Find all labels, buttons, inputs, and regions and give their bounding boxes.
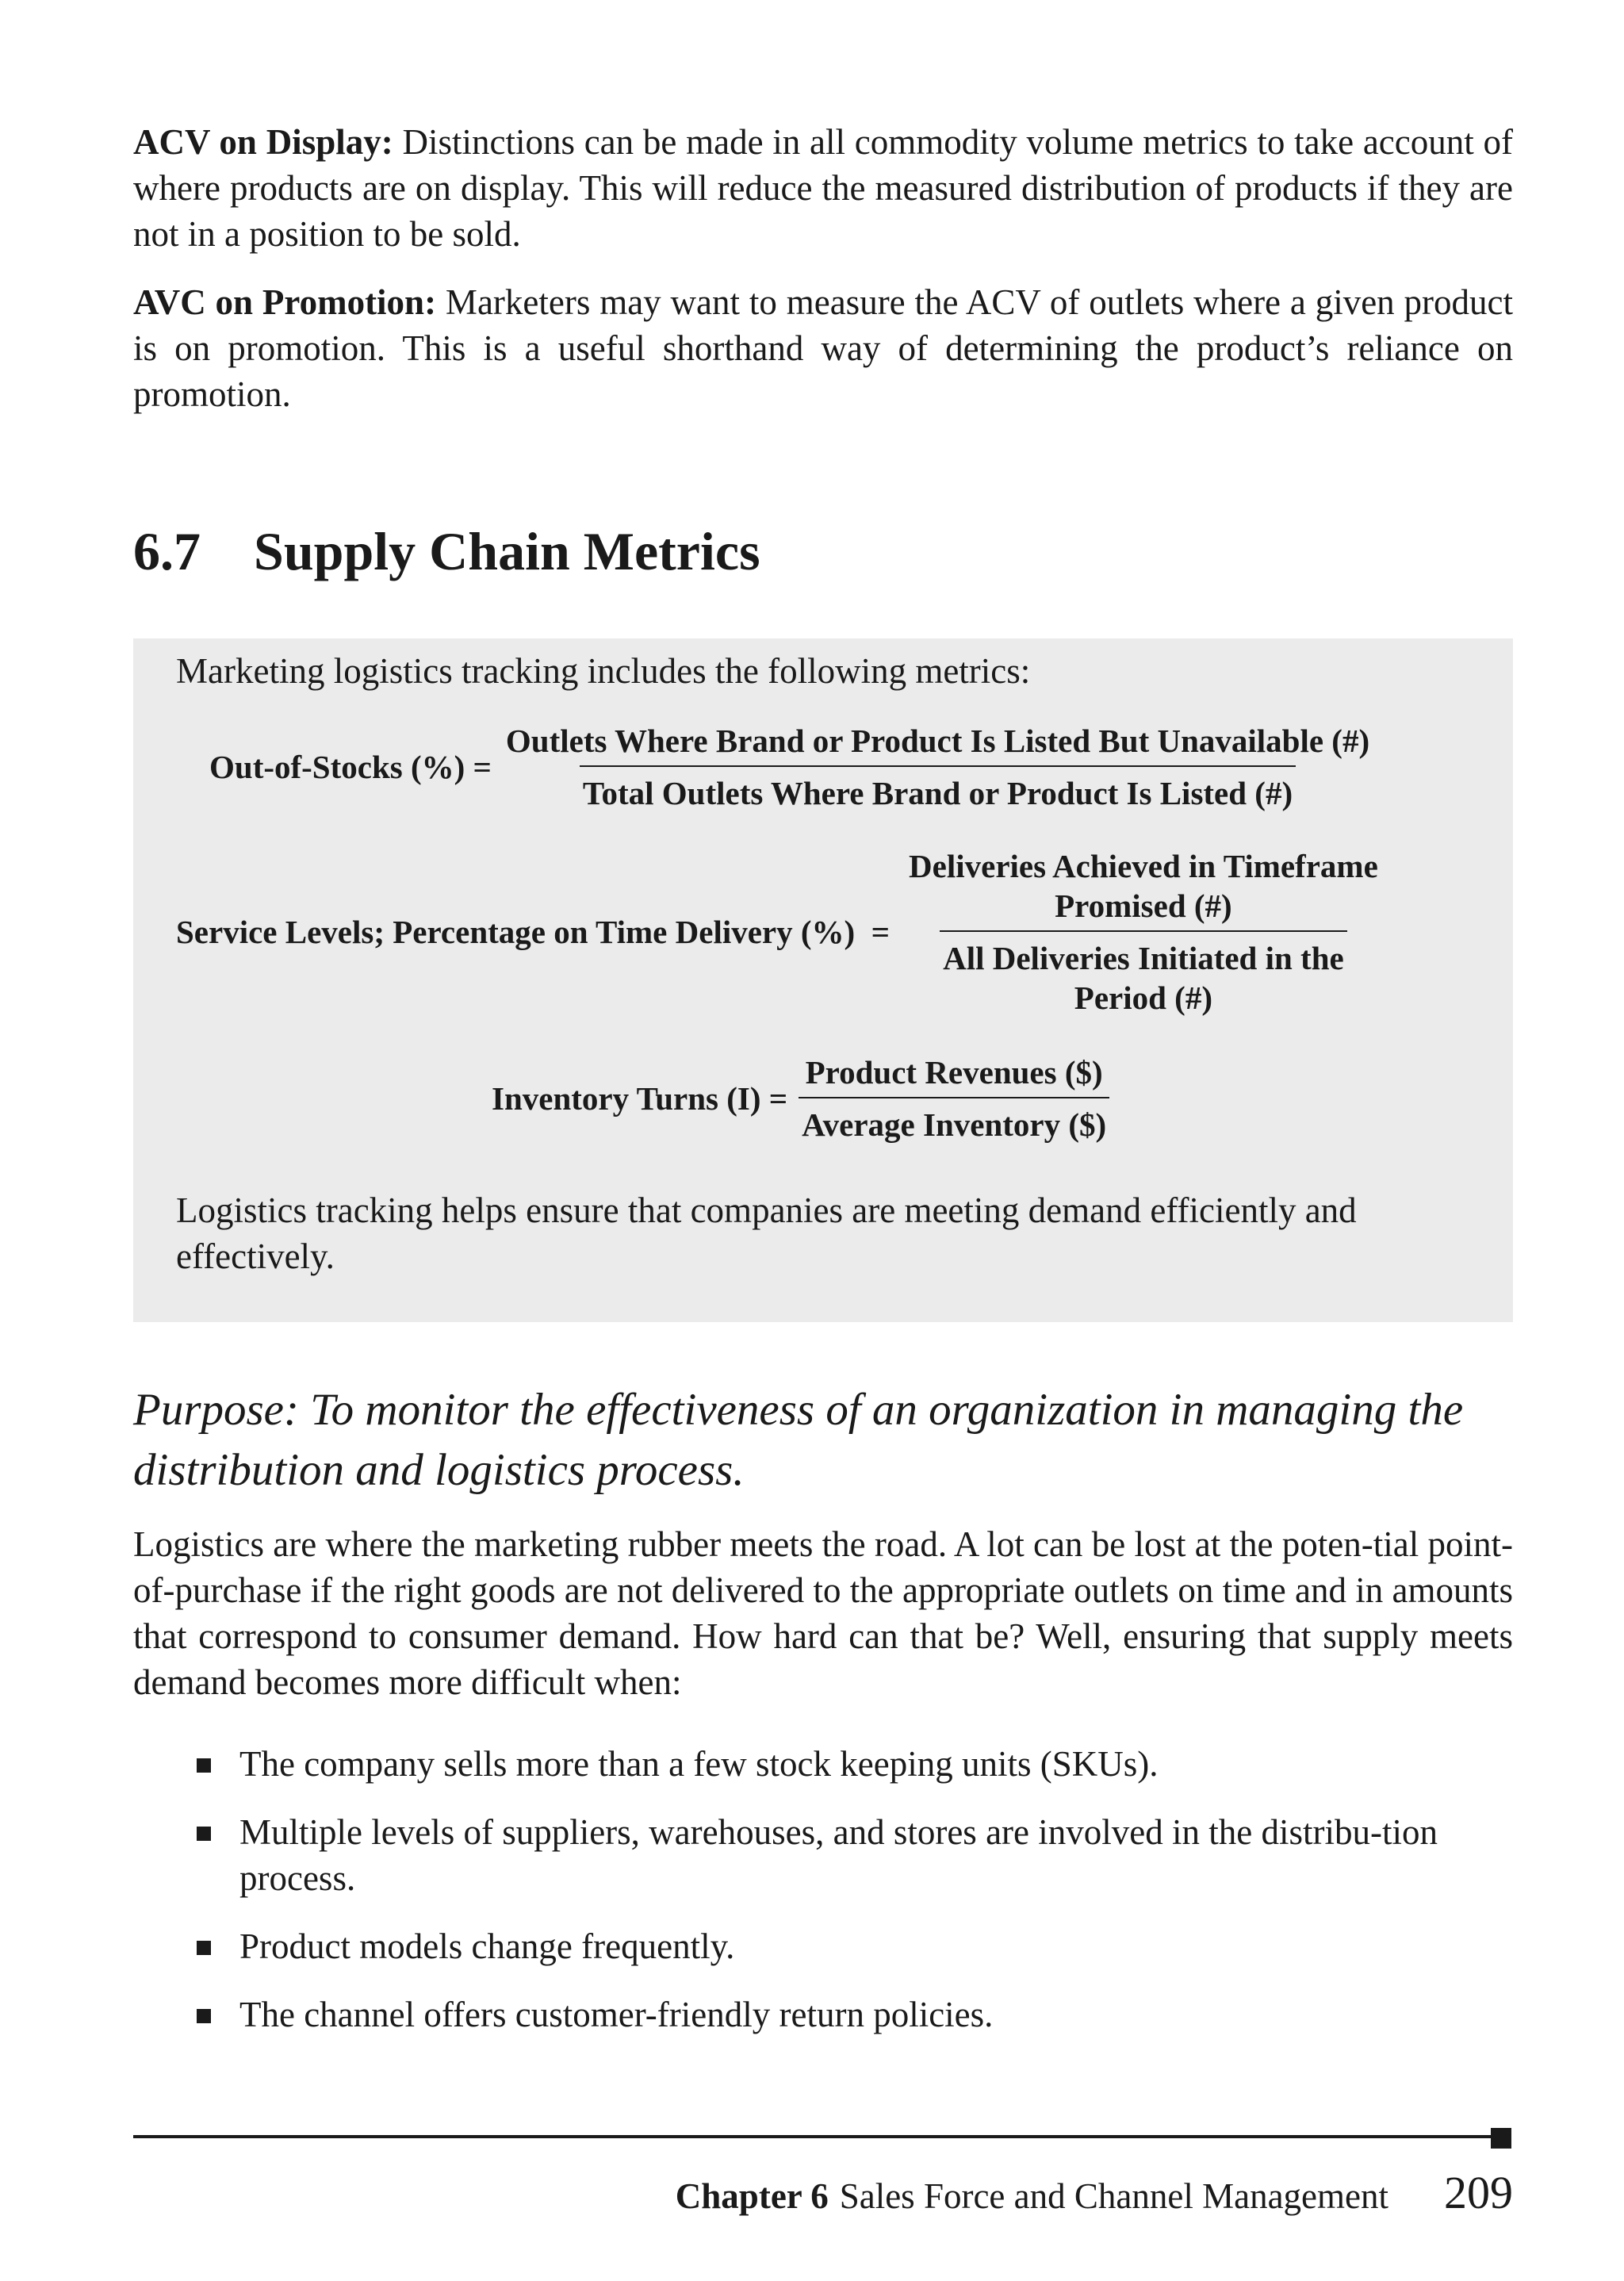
acv-display-text: Distinctions can be made in all commodity volume metrics to take account of where products are on display. This will reduce the measured distribution of products if they are not in a position to be sold. <box>133 122 1513 254</box>
inventory-turns-denominator: Average Inventory ($) <box>799 1097 1109 1144</box>
bullet-square-icon <box>197 2009 211 2023</box>
list-item: The channel offers customer-friendly return policies. <box>133 1992 1513 2038</box>
service-levels-denominator-line1: All Deliveries Initiated in the <box>943 940 1344 976</box>
section-title: Supply Chain Metrics <box>254 521 760 581</box>
acv-display-paragraph <box>133 119 1513 257</box>
service-levels-fraction <box>906 846 1381 1018</box>
intro-block <box>133 119 1513 439</box>
out-of-stocks-numerator: Outlets Where Brand or Product Is Listed But Unavailable (#) <box>505 723 1370 759</box>
inventory-turns-lhs: Inventory Turns (I) = <box>492 1080 788 1117</box>
inventory-turns-formula <box>492 1052 1109 1144</box>
acv-promotion-term: AVC on Promotion: <box>133 282 437 322</box>
acv-display-term: ACV on Display: <box>133 122 393 162</box>
out-of-stocks-formula <box>209 721 1373 813</box>
bullet-square-icon <box>197 1941 211 1955</box>
page-number: 209 <box>1444 2167 1513 2218</box>
footer-rule-end-square <box>1491 2128 1511 2149</box>
list-item: The company sells more than a few stock keeping units (SKUs). <box>133 1741 1513 1787</box>
out-of-stocks-denominator: Total Outlets Where Brand or Product Is Listed (#) <box>580 765 1296 813</box>
out-of-stocks-fraction <box>503 721 1373 813</box>
logistics-paragraph: Logistics are where the marketing rubber meets the road. A lot can be lost at the poten-tial point-of-purchase if the right goods are not delivered to the appropriate outlets on time and in amounts that correspond to consumer demand. How hard can that be? Well, ensuring that supply meets demand becomes more difficult when: <box>133 1524 1513 1702</box>
service-levels-numerator <box>906 846 1381 930</box>
service-levels-denominator <box>940 930 1347 1018</box>
service-levels-denominator-line2: Period (#) <box>1074 979 1212 1016</box>
box-outro: Logistics tracking helps ensure that companies are meeting demand efficiently and effectively. <box>176 1190 1357 1276</box>
box-intro: Marketing logistics tracking includes the following metrics: <box>176 651 1031 691</box>
bullet-square-icon <box>197 1827 211 1841</box>
section-heading <box>133 519 760 583</box>
page-footer <box>676 2169 1513 2220</box>
section-number: 6.7 <box>133 521 201 581</box>
bullet-square-icon <box>197 1758 211 1773</box>
inventory-turns-numerator: Product Revenues ($) <box>805 1054 1103 1091</box>
footer-rule <box>133 2135 1497 2138</box>
service-levels-formula <box>176 846 1381 1018</box>
service-levels-numerator-line2: Promised (#) <box>1055 887 1232 924</box>
difficulty-list <box>133 1741 1513 2060</box>
footer-chapter: Chapter 6 <box>675 2176 829 2216</box>
purpose-statement: Purpose: To monitor the effectiveness of an organization in managing the distribution and logistics process. <box>133 1385 1464 1495</box>
acv-promotion-paragraph <box>133 279 1513 417</box>
list-item: Multiple levels of suppliers, warehouses, and stores are involved in the distribu-tion process. <box>133 1809 1513 1901</box>
list-item: Product models change frequently. <box>133 1923 1513 1969</box>
service-levels-lhs: Service Levels; Percentage on Time Delivery (%) = <box>176 914 891 950</box>
inventory-turns-fraction <box>799 1052 1109 1144</box>
out-of-stocks-lhs: Out-of-Stocks (%) = <box>209 749 492 785</box>
body-block <box>133 1521 1513 1727</box>
service-levels-numerator-line1: Deliveries Achieved in Timeframe <box>909 848 1378 884</box>
acv-promotion-text: Marketers may want to measure the ACV of outlets where a given product is on promotion. This is a useful shorthand way of determining the product’s reliance on promotion. <box>133 282 1514 414</box>
footer-title: Sales Force and Channel Management <box>839 2176 1388 2216</box>
metrics-box <box>133 638 1513 1322</box>
